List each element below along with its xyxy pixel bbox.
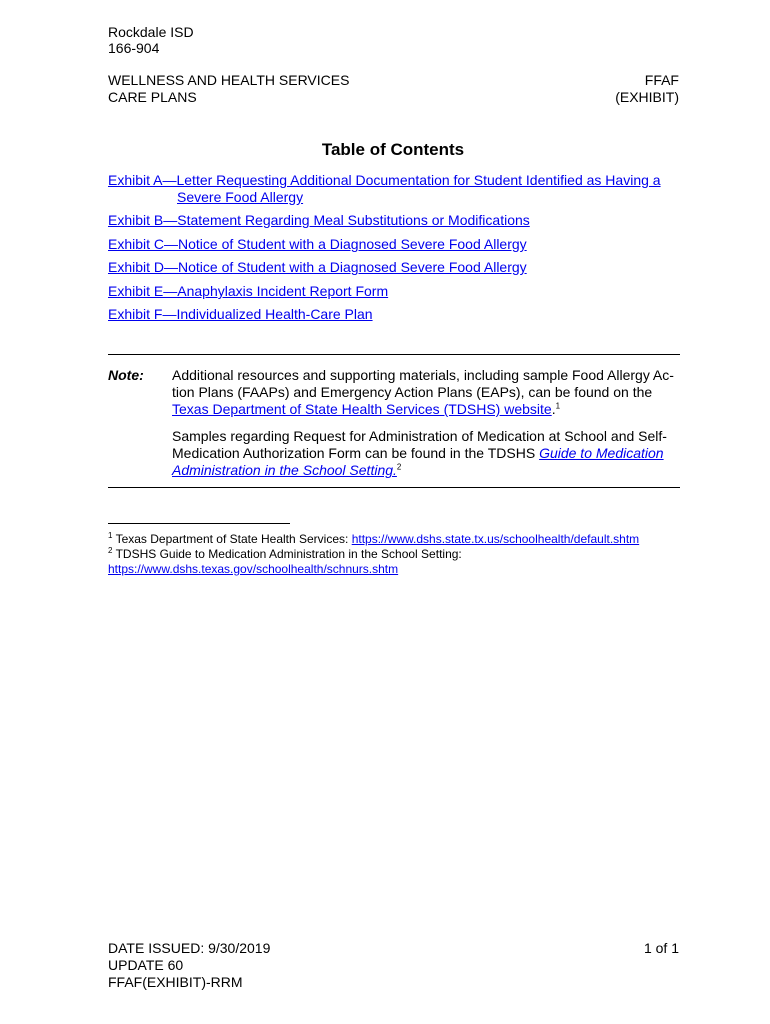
note-paragraph-1-line3 [172,401,560,418]
note-top-rule [108,354,680,355]
section-title-line1: WELLNESS AND HEALTH SERVICES [108,72,350,88]
toc-link-exhibit-a-line2: Severe Food Allergy [177,189,304,205]
note-paragraph-2-line2 [172,445,664,462]
footer-date-issued: DATE ISSUED: 9/30/2019 [108,940,271,956]
note-paragraph-1-line2: tion Plans (FAAPs) and Emergency Action Plans (EAPs), can be found on the [172,384,653,400]
note-p2-text: Medication Authorization Form can be found in the TDSHS [172,445,540,461]
medication-guide-link-continued[interactable]: Administration in the School Setting. [172,462,397,478]
toc-title: Table of Contents [321,140,465,159]
section-title-line2: CARE PLANS [108,89,197,105]
medication-guide-link[interactable]: Guide to Medication [539,445,664,461]
toc-link-exhibit-b[interactable]: Exhibit B—Statement Regarding Meal Substitutions or Modifications [108,212,530,228]
footnote-1-text: Texas Department of State Health Services: [112,532,352,546]
policy-code-type: (EXHIBIT) [615,89,679,105]
district-number: 166-904 [108,40,160,56]
footer-update: UPDATE 60 [108,957,184,973]
footnote-2-number: 2 [108,546,113,555]
footnote-1-link[interactable]: https://www.dshs.state.tx.us/schoolhealth/default.shtm [351,532,640,546]
note-paragraph-1-line1: Additional resources and supporting materials, including sample Food Allergy Ac- [172,367,674,383]
footnote-1 [108,532,639,547]
footnote-2-link[interactable]: https://www.dshs.texas.gov/schoolhealth/schnurs.shtm [108,562,399,576]
footnote-2 [108,547,462,562]
note-label: Note: [108,367,144,383]
note-p1-period: . [551,401,556,417]
note-bottom-rule [108,487,680,488]
toc-link-exhibit-a-continued[interactable] [177,189,303,206]
footnote-1-number: 1 [108,531,113,540]
toc-link-exhibit-c[interactable]: Exhibit C—Notice of Student with a Diagnosed Severe Food Allergy [108,236,527,252]
footer-doc-code: FFAF(EXHIBIT)-RRM [108,974,243,990]
toc-link-exhibit-d[interactable]: Exhibit D—Notice of Student with a Diagnosed Severe Food Allergy [108,259,527,275]
footnote-ref-1: 1 [555,401,561,411]
footnote-ref-2: 2 [396,462,402,472]
tdshs-website-link[interactable]: Texas Department of State Health Services (TDSHS) website [172,401,552,417]
policy-code: FFAF [644,72,679,88]
note-paragraph-2-line3 [172,462,401,479]
toc-link-exhibit-a[interactable] [108,172,661,189]
footer-page-number: 1 of 1 [643,940,679,956]
district-name: Rockdale ISD [108,24,194,40]
note-paragraph-2-line1: Samples regarding Request for Administration of Medication at School and Self- [172,428,667,444]
footnote-2-url-line [108,562,398,577]
toc-link-exhibit-e[interactable]: Exhibit E—Anaphylaxis Incident Report Form [108,283,389,299]
toc-link-exhibit-a-line1: Exhibit A—Letter Requesting Additional Documentation for Student Identified as Having a [108,172,661,188]
footnote-separator [108,523,290,524]
toc-link-exhibit-f[interactable]: Exhibit F—Individualized Health-Care Plan [108,306,373,322]
footnote-2-text: TDSHS Guide to Medication Administration in the School Setting: [112,547,462,561]
